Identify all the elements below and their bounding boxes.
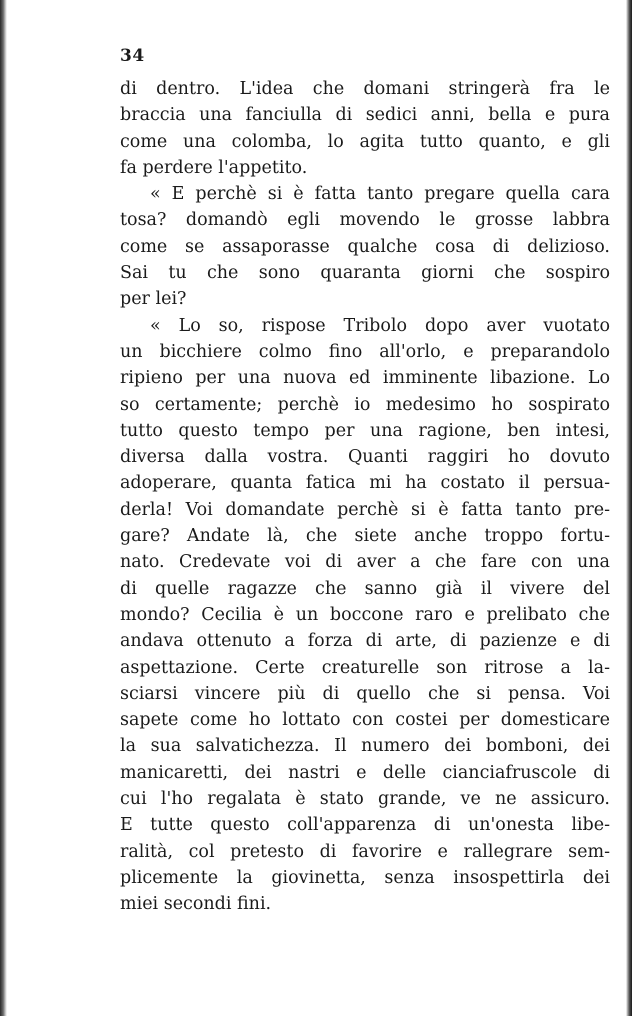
text-line: un bicchiere colmo fino all'orlo, e preparandolo <box>120 341 610 362</box>
text-line: tosa? domandò egli movendo le grosse labbra <box>120 210 610 231</box>
text-line: come una colomba, lo agita tutto quanto, e gli <box>120 131 610 152</box>
text-line: la sua salvatichezza. Il numero dei bomboni, dei <box>120 736 610 757</box>
text-line: Sai tu che sono quaranta giorni che sospiro <box>120 263 610 284</box>
text-line: sciarsi vincere più di quello che si pensa. Voi <box>120 683 610 704</box>
text-line: nato. Credevate voi di aver a che fare con una <box>120 552 610 573</box>
text-line: per lei? <box>120 289 187 310</box>
text-line: di quelle ragazze che sanno già il vivere del <box>120 578 610 599</box>
text-line: « Lo so, rispose Tribolo dopo aver vuotato <box>150 315 610 336</box>
text-line: tutto questo tempo per una ragione, ben intesi, <box>120 420 610 441</box>
text-line: come se assaporasse qualche cosa di delizioso. <box>120 236 610 257</box>
text-line: so certamente; perchè io medesimo ho sospirato <box>120 394 610 415</box>
page-right-edge-shadow <box>626 0 632 1016</box>
text-line: E tutte questo coll'apparenza di un'onesta libe- <box>120 815 610 836</box>
text-line: di dentro. L'idea che domani stringerà fra le <box>120 79 610 99</box>
text-line: miei secondi fini. <box>120 894 272 915</box>
text-line: braccia una fanciulla di sedici anni, bella e pura <box>120 105 610 126</box>
page-number: 34 <box>120 46 145 66</box>
text-line: ralità, col pretesto di favorire e rallegrare sem- <box>120 841 610 862</box>
text-line: andava ottenuto a forza di arte, di pazienze e di <box>120 631 610 652</box>
page-left-edge-shadow <box>0 0 7 1016</box>
text-line: « E perchè si è fatta tanto pregare quella cara <box>150 184 610 205</box>
text-line: sapete come ho lottato con costei per domesticare <box>120 710 610 731</box>
text-line: aspettazione. Certe creaturelle son ritrose a la- <box>120 657 610 678</box>
text-line: ripieno per una nuova ed imminente libazione. Lo <box>120 368 610 389</box>
text-line: derla! Voi domandate perchè si è fatta tanto pre- <box>120 499 610 520</box>
text-line: plicemente la giovinetta, senza insospettirla dei <box>120 867 610 888</box>
text-line: cui l'ho regalata è stato grande, ve ne assicuro. <box>120 789 610 810</box>
text-line: diversa dalla vostra. Quanti raggiri ho dovuto <box>120 447 610 468</box>
body-text <box>120 76 610 918</box>
text-line: gare? Andate là, che siete anche troppo fortu- <box>120 526 610 547</box>
text-line: mondo? Cecilia è un boccone raro e prelibato che <box>120 604 610 625</box>
text-line: manicaretti, dei nastri e delle cianciafruscole di <box>120 762 610 783</box>
text-line: adoperare, quanta fatica mi ha costato il persua- <box>120 473 610 494</box>
text-line: fa perdere l'appetito. <box>120 157 308 178</box>
